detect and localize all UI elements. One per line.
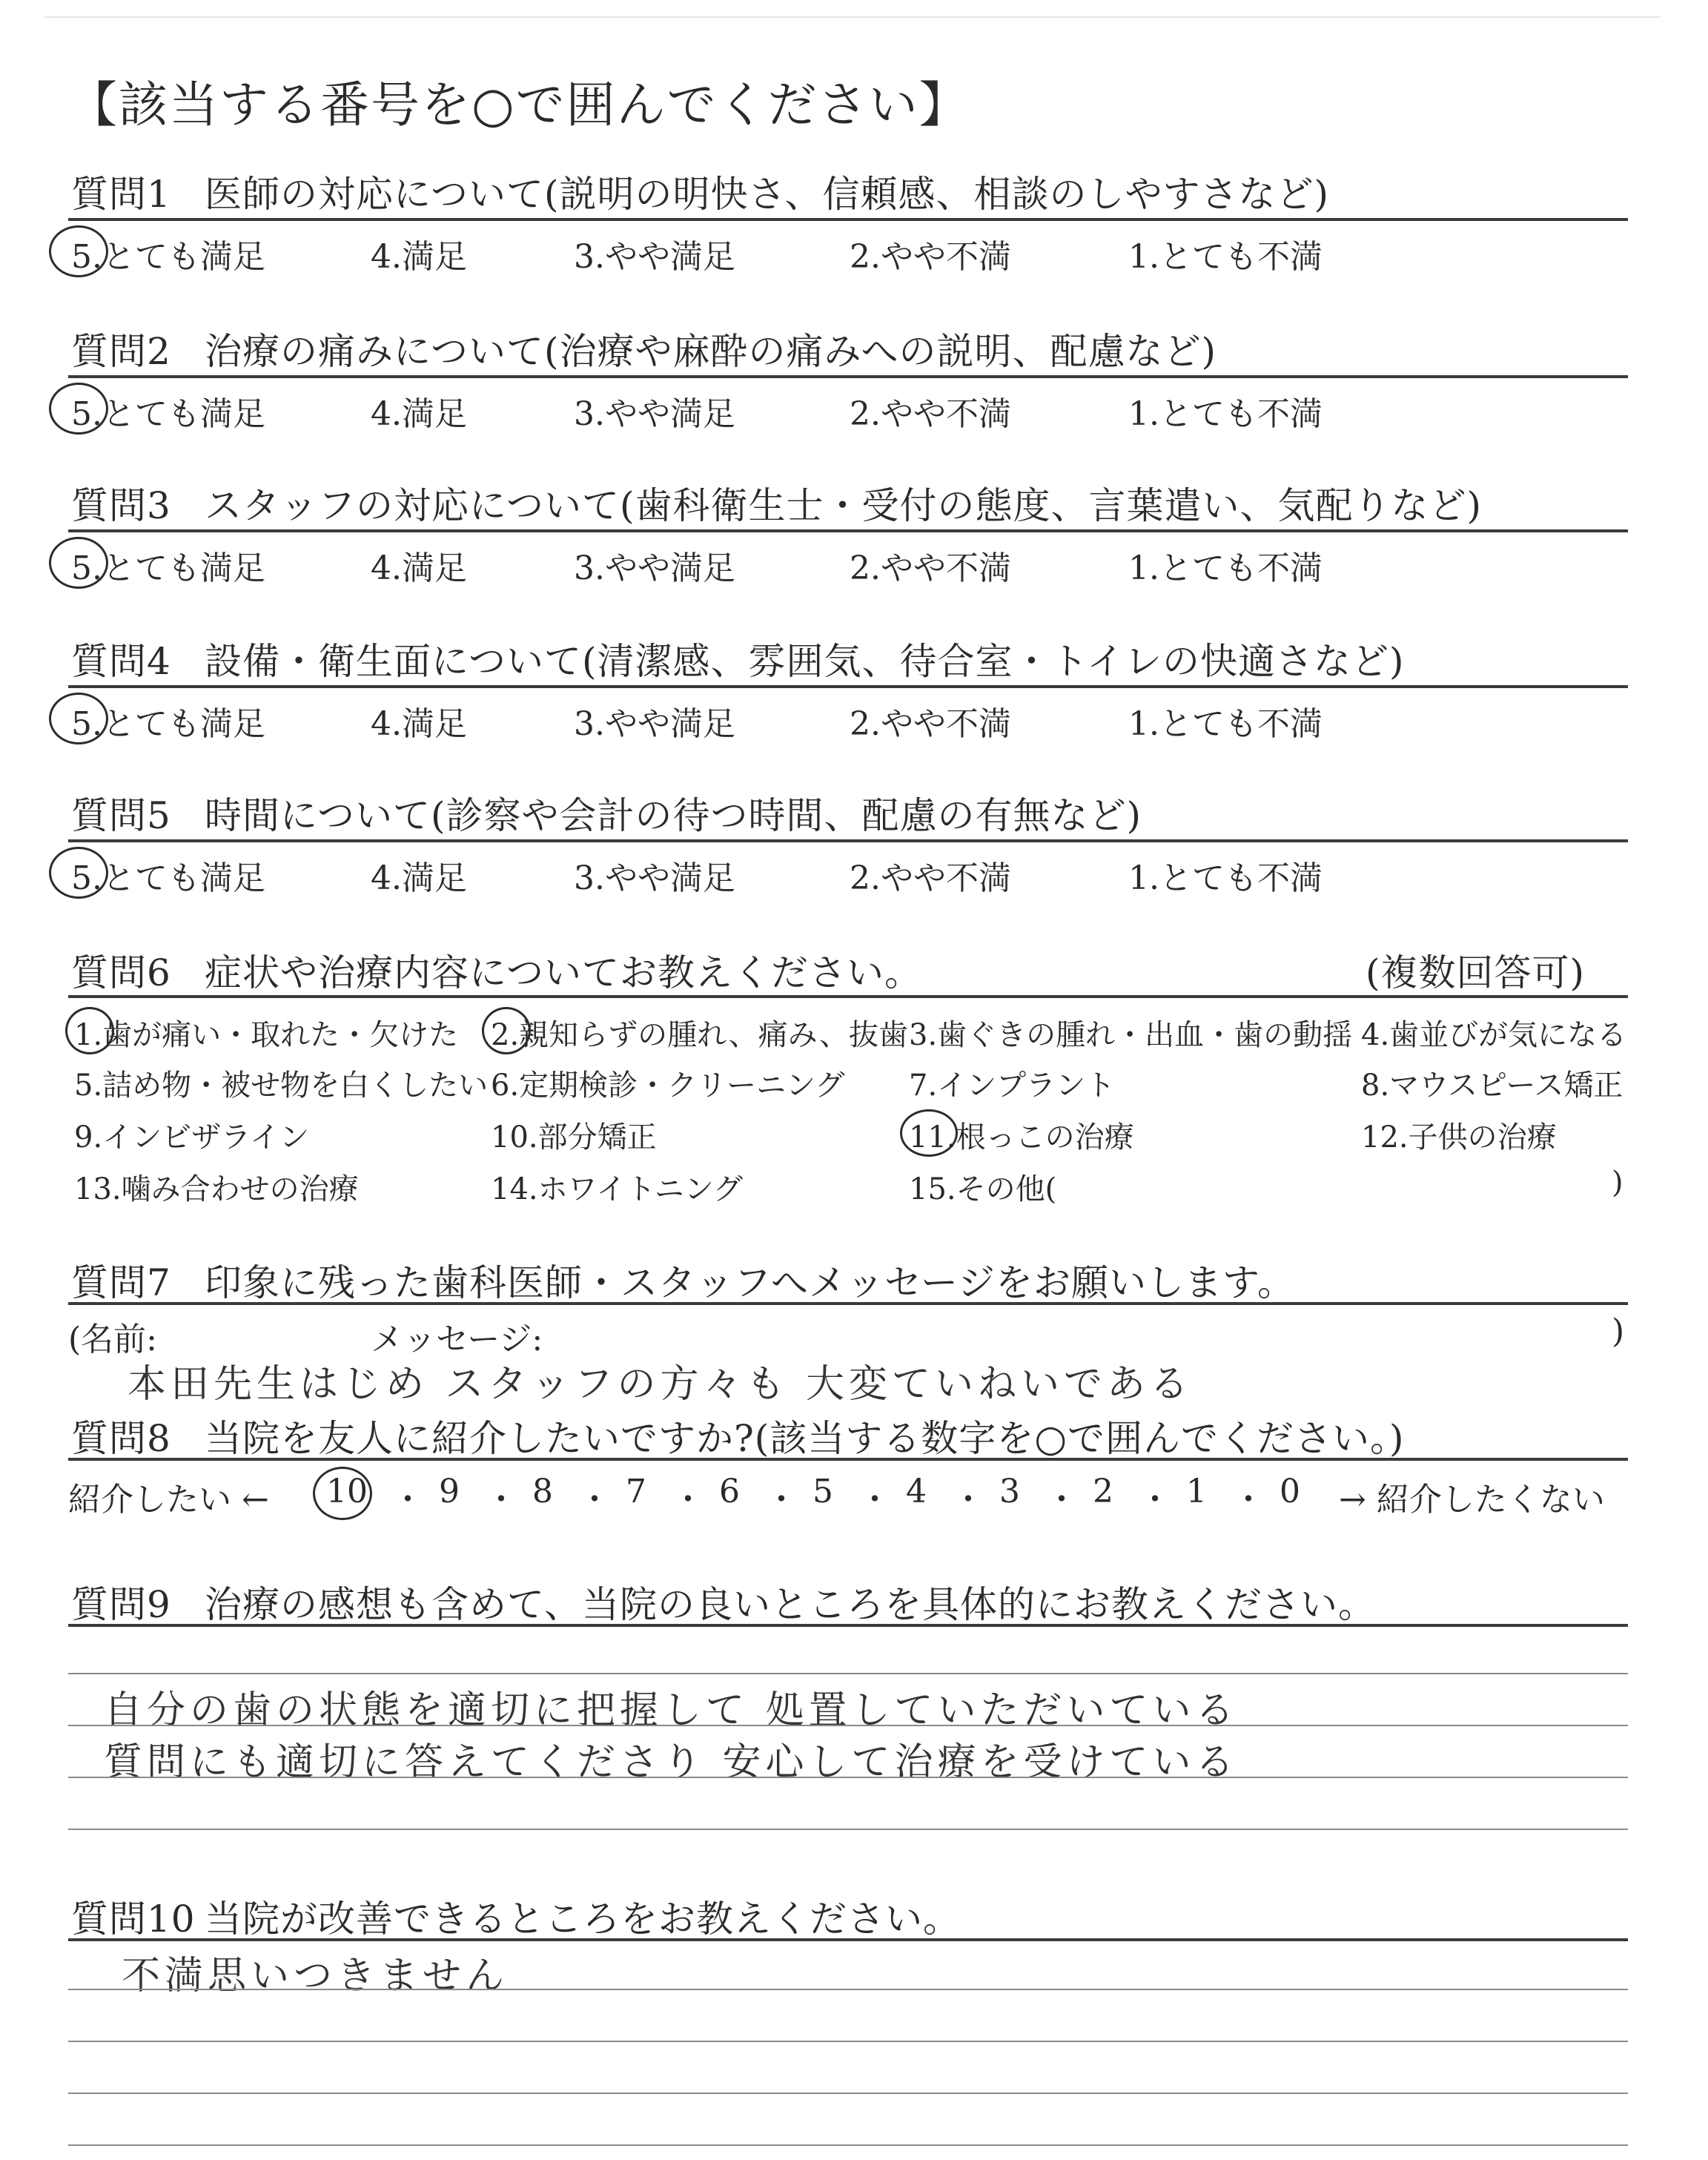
q5-option-2[interactable]: 2.やや不満 bbox=[850, 859, 1011, 897]
q6-option-6[interactable]: 6.定期検診・クリーニング bbox=[491, 1069, 845, 1103]
form-instruction: 【該当する番号を○で囲んでください】 bbox=[68, 76, 970, 133]
q8-sep: ・ bbox=[1045, 1481, 1078, 1519]
q3-option-2[interactable]: 2.やや不満 bbox=[850, 549, 1011, 587]
q2-rule bbox=[68, 375, 1628, 378]
q4-option-4[interactable]: 4.満足 bbox=[371, 705, 467, 743]
q10-handwritten[interactable]: 不満思いつきません bbox=[122, 1954, 509, 1998]
q9-writing-line bbox=[68, 1829, 1628, 1830]
q4-option-5[interactable]: 5.とても満足 bbox=[71, 705, 265, 743]
q6-option-7[interactable]: 7.インプラント bbox=[909, 1069, 1116, 1103]
q8-scale-5[interactable]: 5 bbox=[812, 1473, 833, 1510]
q8-scale-2[interactable]: 2 bbox=[1093, 1473, 1113, 1510]
q9-label: 質問9 bbox=[71, 1583, 171, 1626]
q10-writing-line bbox=[68, 2144, 1628, 2146]
q1-option-1[interactable]: 1.とても不満 bbox=[1128, 238, 1323, 276]
q10-writing-line bbox=[68, 2093, 1628, 2094]
q10-writing-line bbox=[68, 2041, 1628, 2042]
q9-rule bbox=[68, 1624, 1628, 1627]
q5-rule bbox=[68, 839, 1628, 842]
q3-option-4[interactable]: 4.満足 bbox=[371, 549, 467, 587]
q6-option-11[interactable]: 11.根っこの治療 bbox=[909, 1120, 1134, 1155]
q6-option-15[interactable]: 15.その他( bbox=[909, 1172, 1057, 1206]
q10-text: 当院が改善できるところをお教えください。 bbox=[205, 1898, 961, 1941]
q2-label: 質問2 bbox=[71, 330, 171, 373]
q7-name-label: (名前: bbox=[68, 1321, 157, 1358]
q4-text: 設備・衛生面について(清潔感、雰囲気、待合室・トイレの快適さなど) bbox=[205, 640, 1405, 683]
q7-rule bbox=[68, 1302, 1628, 1305]
q6-other-close-paren: ) bbox=[1612, 1166, 1623, 1200]
q6-option-4[interactable]: 4.歯並びが気になる bbox=[1361, 1018, 1627, 1052]
q2-option-3[interactable]: 3.やや満足 bbox=[574, 395, 735, 433]
q4-option-3[interactable]: 3.やや満足 bbox=[574, 705, 735, 743]
q3-option-5[interactable]: 5.とても満足 bbox=[71, 549, 265, 587]
q3-text: スタッフの対応について(歯科衛生士・受付の態度、言葉遣い、気配りなど) bbox=[205, 484, 1483, 527]
q2-option-5[interactable]: 5.とても満足 bbox=[71, 395, 265, 433]
q7-message-label: メッセージ: bbox=[371, 1321, 543, 1358]
q5-text: 時間について(診察や会計の待つ時間、配慮の有無など) bbox=[205, 794, 1142, 837]
q8-sep: ・ bbox=[1139, 1481, 1171, 1519]
q8-scale-9[interactable]: 9 bbox=[439, 1473, 460, 1510]
q4-label: 質問4 bbox=[71, 640, 171, 683]
q1-option-5[interactable]: 5.とても満足 bbox=[71, 238, 265, 276]
q8-sep: ・ bbox=[1232, 1481, 1265, 1519]
q7-handwritten-message[interactable]: 本田先生はじめ スタッフの方々も 大変ていねいである bbox=[128, 1362, 1194, 1407]
q6-rule bbox=[68, 995, 1628, 998]
q4-rule bbox=[68, 685, 1628, 688]
q8-sep: ・ bbox=[578, 1481, 611, 1519]
q6-option-3[interactable]: 3.歯ぐきの腫れ・出血・歯の動揺 bbox=[909, 1018, 1353, 1052]
q10-writing-line bbox=[68, 1989, 1628, 1990]
q10-rule bbox=[68, 1938, 1628, 1941]
q6-option-8[interactable]: 8.マウスピース矯正 bbox=[1361, 1069, 1623, 1103]
q6-option-12[interactable]: 12.子供の治療 bbox=[1361, 1120, 1557, 1155]
q5-label: 質問5 bbox=[71, 794, 171, 837]
q9-writing-line bbox=[68, 1777, 1628, 1778]
q1-text: 医師の対応について(説明の明快さ、信頼感、相談のしやすさなど) bbox=[205, 173, 1330, 216]
q5-option-4[interactable]: 4.満足 bbox=[371, 859, 467, 897]
q9-writing-line bbox=[68, 1673, 1628, 1674]
q1-option-2[interactable]: 2.やや不満 bbox=[850, 238, 1011, 276]
q8-sep: ・ bbox=[672, 1481, 704, 1519]
q8-scale-6[interactable]: 6 bbox=[719, 1473, 740, 1510]
q6-option-1[interactable]: 1.歯が痛い・取れた・欠けた bbox=[74, 1018, 459, 1052]
q8-right-label: → 紹介したくない bbox=[1339, 1481, 1605, 1519]
q8-sep: ・ bbox=[391, 1481, 424, 1519]
q2-option-1[interactable]: 1.とても不満 bbox=[1128, 395, 1323, 433]
q2-option-2[interactable]: 2.やや不満 bbox=[850, 395, 1011, 433]
q2-option-4[interactable]: 4.満足 bbox=[371, 395, 467, 433]
q8-scale-8[interactable]: 8 bbox=[532, 1473, 553, 1510]
q4-option-1[interactable]: 1.とても不満 bbox=[1128, 705, 1323, 743]
q4-option-2[interactable]: 2.やや不満 bbox=[850, 705, 1011, 743]
q9-writing-line bbox=[68, 1725, 1628, 1726]
q1-label: 質問1 bbox=[71, 173, 171, 216]
q8-scale-3[interactable]: 3 bbox=[999, 1473, 1020, 1510]
q3-rule bbox=[68, 529, 1628, 532]
q2-text: 治療の痛みについて(治療や麻酔の痛みへの説明、配慮など) bbox=[205, 330, 1217, 373]
q1-rule bbox=[68, 218, 1628, 221]
q8-sep: ・ bbox=[952, 1481, 984, 1519]
q7-label: 質問7 bbox=[71, 1261, 171, 1304]
q10-label: 質問10 bbox=[71, 1898, 196, 1941]
q8-label: 質問8 bbox=[71, 1417, 171, 1460]
q6-label: 質問6 bbox=[71, 951, 171, 994]
q6-option-9[interactable]: 9.インビザライン bbox=[74, 1120, 309, 1155]
q8-text: 当院を友人に紹介したいですか?(該当する数字を○で囲んでください。) bbox=[205, 1417, 1405, 1460]
q8-scale-0[interactable]: 0 bbox=[1280, 1473, 1300, 1510]
q3-option-1[interactable]: 1.とても不満 bbox=[1128, 549, 1323, 587]
q9-handwritten-line-1[interactable]: 自分の歯の状態を適切に把握して 処置していただいている bbox=[104, 1688, 1239, 1733]
q9-text: 治療の感想も含めて、当院の良いところを具体的にお教えください。 bbox=[205, 1583, 1376, 1626]
q8-scale-4[interactable]: 4 bbox=[906, 1473, 927, 1510]
q6-option-10[interactable]: 10.部分矯正 bbox=[491, 1120, 657, 1155]
q8-sep: ・ bbox=[765, 1481, 798, 1519]
q8-rule bbox=[68, 1458, 1628, 1461]
q8-scale-1[interactable]: 1 bbox=[1186, 1473, 1207, 1510]
q9-handwritten-line-2[interactable]: 質問にも適切に答えてくださり 安心して治療を受けている bbox=[104, 1740, 1239, 1785]
q8-sep: ・ bbox=[858, 1481, 891, 1519]
q8-left-label: 紹介したい ← bbox=[68, 1481, 269, 1519]
q6-option-5[interactable]: 5.詰め物・被せ物を白くしたい bbox=[74, 1069, 489, 1103]
q5-option-1[interactable]: 1.とても不満 bbox=[1128, 859, 1323, 897]
q7-text: 印象に残った歯科医師・スタッフへメッセージをお願いします。 bbox=[205, 1261, 1295, 1304]
q6-option-14[interactable]: 14.ホワイトニング bbox=[491, 1172, 744, 1206]
q6-text: 症状や治療内容についてお教えください。 bbox=[205, 951, 922, 994]
q1-option-4[interactable]: 4.満足 bbox=[371, 238, 467, 276]
q3-label: 質問3 bbox=[71, 484, 171, 527]
q6-option-13[interactable]: 13.噛み合わせの治療 bbox=[74, 1172, 359, 1206]
q8-scale-10[interactable]: 10 bbox=[326, 1473, 368, 1510]
q5-option-3[interactable]: 3.やや満足 bbox=[574, 859, 735, 897]
q6-option-2[interactable]: 2.親知らずの腫れ、痛み、抜歯 bbox=[491, 1018, 908, 1052]
q1-option-3[interactable]: 3.やや満足 bbox=[574, 238, 735, 276]
q3-option-3[interactable]: 3.やや満足 bbox=[574, 549, 735, 587]
q7-close-paren: ) bbox=[1612, 1312, 1625, 1350]
q5-option-5[interactable]: 5.とても満足 bbox=[71, 859, 265, 897]
q6-note: (複数回答可) bbox=[1366, 951, 1586, 994]
top-border bbox=[44, 16, 1661, 18]
q8-sep: ・ bbox=[485, 1481, 517, 1519]
q8-scale-7[interactable]: 7 bbox=[626, 1473, 646, 1510]
